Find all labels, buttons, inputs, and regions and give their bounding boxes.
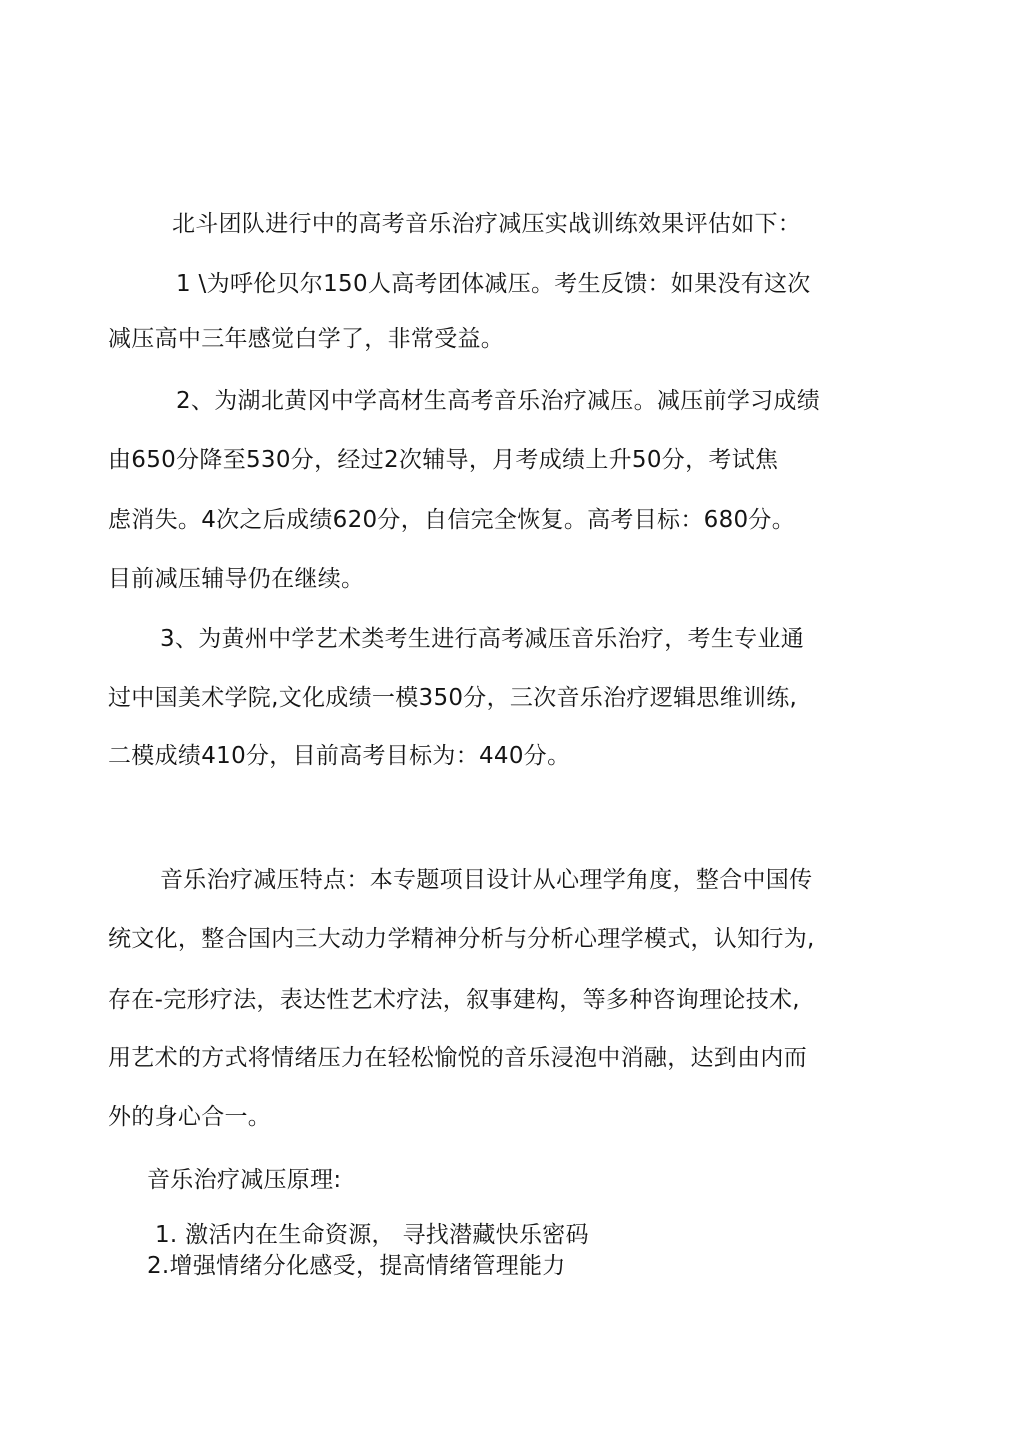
case2-line-1: 2、为湖北黄冈中学高材生高考音乐治疗减压。减压前学习成绩	[176, 388, 821, 414]
intro-heading: 北斗团队进行中的高考音乐治疗减压实战训练效果评估如下：	[172, 211, 802, 237]
features-line-2: 统文化，整合国内三大动力学精神分析与分析心理学模式，认知行为,	[108, 926, 815, 952]
case2-line-2: 由650分降至530分，经过2次辅导，月考成绩上升50分，考试焦	[108, 447, 779, 473]
features-line-5: 外的身心合一。	[108, 1104, 272, 1130]
features-line-1: 音乐治疗减压特点：本专题项目设计从心理学角度，整合中国传	[160, 867, 813, 893]
case1-line-1: 1 \为呼伦贝尔150人高考团体减压。考生反馈：如果没有这次	[176, 271, 811, 297]
case3-line-2: 过中国美术学院,文化成绩一模350分，三次音乐治疗逻辑思维训练,	[108, 685, 798, 711]
case2-line-3: 虑消失。4次之后成绩620分，自信完全恢复。高考目标：680分。	[108, 507, 796, 533]
principles-title: 音乐治疗减压原理:	[147, 1167, 342, 1193]
principle-item-2: 2.增强情绪分化感受，提高情绪管理能力	[147, 1253, 566, 1279]
case3-line-1: 3、为黄州中学艺术类考生进行高考减压音乐治疗，考生专业通	[160, 626, 805, 652]
case2-line-4: 目前减压辅导仍在继续。	[108, 566, 365, 592]
features-line-3: 存在-完形疗法，表达性艺术疗法，叙事建构，等多种咨询理论技术,	[108, 987, 800, 1013]
features-line-4: 用艺术的方式将情绪压力在轻松愉悦的音乐浸泡中消融，达到由内而	[108, 1045, 807, 1071]
principle-item-1: 1. 激活内在生命资源， 寻找潜藏快乐密码	[155, 1222, 589, 1248]
case3-line-3: 二模成绩410分，目前高考目标为：440分。	[108, 743, 571, 769]
case1-line-2: 减压高中三年感觉白学了，非常受益。	[108, 326, 505, 352]
